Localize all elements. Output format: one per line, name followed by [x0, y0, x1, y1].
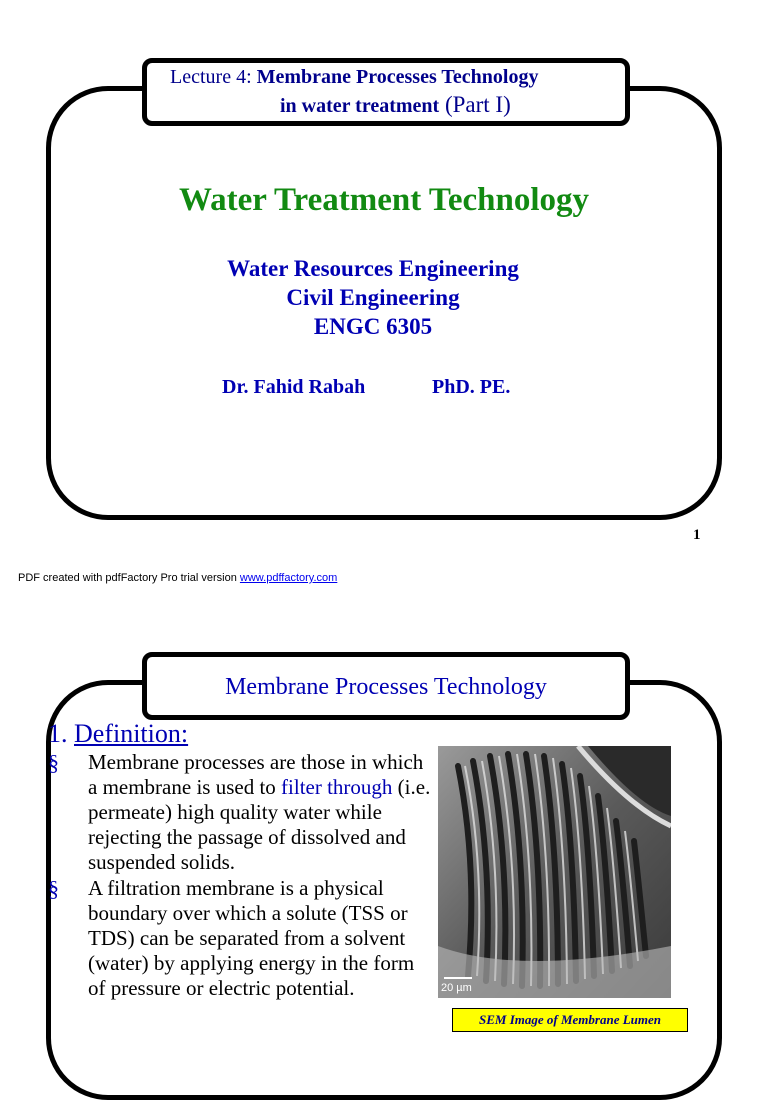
lecture-part: (Part I)	[439, 92, 511, 117]
subtitle-line-1: Water Resources Engineering	[227, 256, 519, 281]
image-caption: SEM Image of Membrane Lumen	[452, 1008, 688, 1032]
heading-text: Definition:	[74, 719, 189, 748]
lecture-topic-cont: in water treatment	[280, 95, 440, 117]
slide2-title: Membrane Processes Technology	[225, 674, 547, 700]
footer-text: PDF created with pdfFactory Pro trial version	[18, 572, 240, 584]
bullet-icon: §	[48, 750, 59, 775]
sem-membrane-image	[438, 746, 671, 998]
lecture-topic: Membrane Processes Technology	[256, 66, 539, 88]
subtitle-line-2: Civil Engineering	[286, 285, 460, 310]
author-credentials: PhD. PE.	[432, 376, 511, 398]
subtitle-line-3: ENGC 6305	[313, 314, 433, 339]
slide1-title: Water Treatment Technology	[178, 182, 590, 218]
lecture-label-line1	[170, 66, 538, 89]
author-name: Dr. Fahid Rabah	[222, 376, 366, 398]
bullet1-text-b: (i.e. permeate) high quality water while rejecting the passage of dissolved and suspended solids.	[88, 775, 431, 874]
footer-link[interactable]: www.pdffactory.com	[239, 572, 338, 584]
lecture-prefix: Lecture 4:	[170, 66, 257, 88]
lecture-label-line2	[280, 92, 511, 118]
page-number: 1	[693, 527, 701, 543]
bullet1-highlight: filter through	[281, 775, 393, 799]
bullet-paragraph-1	[88, 750, 433, 875]
bullet-icon: §	[48, 876, 59, 901]
bullet1-text-a: Membrane processes are those in which a membrane is used to	[88, 750, 424, 799]
section-heading	[48, 719, 188, 749]
heading-number: 1.	[48, 719, 68, 748]
pdf-footer	[18, 572, 337, 584]
bullet-paragraph-2: A filtration membrane is a physical boundary over which a solute (TSS or TDS) can be separated from a solvent (water) by applying energy in the form of pressure or electric potential.	[88, 876, 415, 1000]
image-scale-label: 20 µm	[441, 982, 472, 994]
